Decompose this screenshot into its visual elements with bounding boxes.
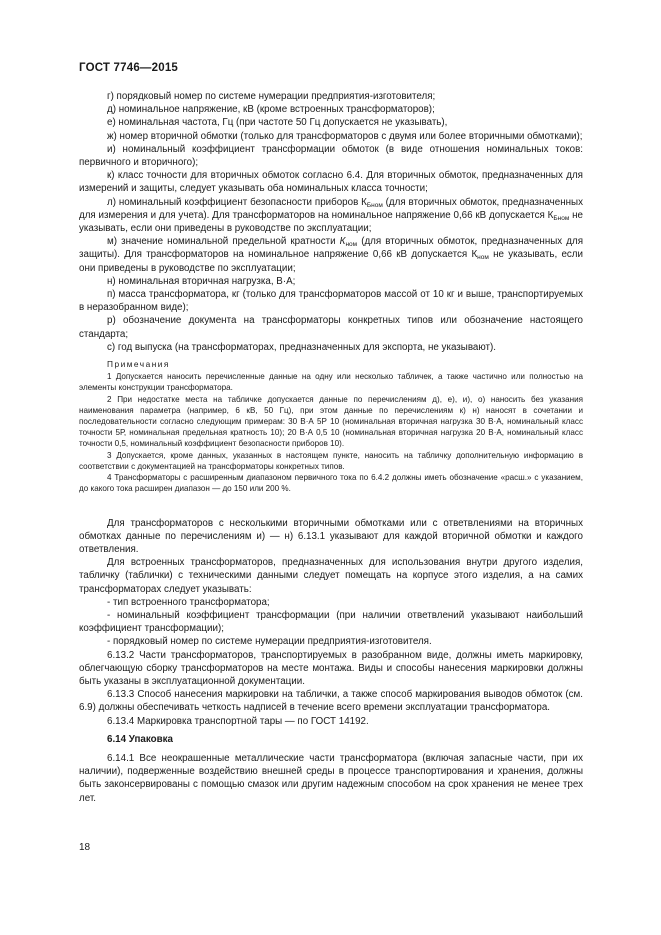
subscript-nom: ном [345, 241, 358, 249]
clause-6-14-1: 6.14.1 Все неокрашенные металлические части трансформатора (включая запасные части, при их наличии), подверженные воздействию внешней среды в процессе транспортирования и хранения, должны быть законсервированы с помощью смазок или другим надежным способом на срок хранения не менее трех лет. [79, 752, 583, 804]
list-item-k: к) класс точности для вторичных обмоток согласно 6.4. Для вторичных обмоток, предназначенных для измерений и защиты, следует указывать оба номинальных класса точности; [79, 170, 583, 195]
list-item-l [79, 196, 583, 236]
clause-6-13-4: 6.13.4 Маркировка транспортной тары — по ГОСТ 14192. [107, 715, 369, 727]
page-content [79, 90, 583, 805]
list-item-zh: ж) номер вторичной обмотки (только для трансформаторов с двумя или более вторичными обмотками); [107, 130, 583, 142]
bullet-serial: - порядковый номер по системе нумерации предприятия-изготовителя. [107, 636, 432, 648]
list-item-e: е) номинальная частота, Гц (при частоте 50 Гц допускается не указывать), [107, 117, 448, 129]
clause-6-13-2: 6.13.2 Части трансформаторов, транспортируемых в разобранном виде, должны иметь маркировку, облегчающую сборку трансформаторов на месте монтажа. Виды и способы нанесения маркировки должны быть указаны в эксплуатационной документации. [79, 649, 583, 687]
notes-title: Примечания [107, 359, 170, 370]
section-heading: 6.14 Упаковка [107, 733, 174, 745]
note-4: 4 Трансформаторы с расширенным диапазоном первичного тока по 6.4.2 должны иметь обозначение «расш.» с указанием, до какого тока расширен диапазон — до 150 или 200 %. [79, 473, 583, 494]
list-item-n: н) номинальная вторичная нагрузка, В·А; [107, 275, 296, 287]
list-item-m-part1: м) значение номинальной предельной кратности [107, 236, 340, 248]
list-item-l-part3: не указывать, если они приведены в руководстве по эксплуатации; [79, 209, 583, 235]
paragraph-multi-winding: Для трансформаторов с несколькими вторичными обмотками или с ответвлениями на вторичных обмотках данные по перечислениям и) — н) 6.13.1 указывают для каждой вторичной обмотки и каждого ответвления. [79, 517, 583, 555]
bullet-type: - тип встроенного трансформатора; [107, 596, 270, 608]
list-item-m-part2: (для вторичных обмоток, предназначенных для защиты). Для трансформаторов на номинальное напряжение 0,66 кВ допускается К [79, 236, 583, 261]
list-item-p: п) масса трансформатора, кг (только для трансформаторов массой от 10 кг и выше, транспортируемых в неразобранном виде); [79, 289, 583, 314]
list-item-r: р) обозначение документа на трансформаторы конкретных типов или обозначение настоящего стандарта; [79, 315, 583, 340]
subscript-bnom: Бном [366, 201, 383, 209]
list-item-m-part3: не указывать, если они приведены в руководстве по эксплуатации; [79, 249, 583, 274]
list-item-l-part1: л) номинальный коэффициент безопасности приборов К [107, 196, 367, 208]
document-header: ГОСТ 7746—2015 [79, 62, 179, 74]
page-number: 18 [79, 842, 91, 853]
list-item-d: д) номинальное напряжение, кВ (кроме встроенных трансформаторов); [107, 104, 435, 116]
note-3: 3 Допускается, кроме данных, указанных в настоящем пункте, наносить на табличку дополнительную информацию в соответствии с документацией на трансформаторы конкретных типов. [79, 450, 583, 471]
note-1: 1 Допускается наносить перечисленные данные на одну или несколько табличек, а также частично или полностью на элементы конструкции трансформатора. [79, 372, 583, 393]
paragraph-built-in: Для встроенных трансформаторов, предназначенных для использования внутри другого изделия, табличку (таблички) с техническими данными следует помещать на корпусе этого изделия, а на самих трансформаторах следует указывать: [79, 557, 583, 595]
symbol-k: К [339, 236, 346, 248]
note-2: 2 При недостатке места на табличке допускается данные по перечислениям д), е), и), о) наносить без указания наименования параметра (например, 6 кВ, 50 Гц), при этом данные по перечислениям к) н) наносят в сочетании и последовательности согласно следующим примерам: 30 В·А 5Р 10 (номинальная вторичная нагрузка 30 В·А, номинальный класс точности 5Р, номинальная предельная кратность 10); 20 В·А 0,5 10 (номинальная вторичная нагрузка 20 В·А, номинальный класс точности 0,5, номинальный коэффициент безопасности приборов 10). [79, 394, 583, 449]
subscript-nom: ном [477, 254, 489, 262]
list-item-m [79, 235, 583, 275]
list-item-l-part2: (для вторичных обмоток, предназначенных для измерения и для учета). Для трансформаторов на номинальное напряжение 0,66 кВ допускается К [79, 196, 583, 221]
list-item-i: и) номинальный коэффициент трансформации обмоток (в виде отношения номинальных токов: первичного и вторичного); [79, 143, 583, 169]
list-item-s: с) год выпуска (на трансформаторах, предназначенных для экспорта, не указывают). [107, 341, 496, 353]
list-item-g: г) порядковый номер по системе нумерации предприятия-изготовителя; [107, 91, 436, 102]
bullet-ratio: - номинальный коэффициент трансформации (при наличии ответвлений указывают наибольший коэффициент трансформации); [79, 609, 583, 635]
clause-6-13-3: 6.13.3 Способ нанесения маркировки на таблички, а также способ маркирования выводов обмоток (см. 6.9) должны обеспечивать четкость надписей в течение всего времени эксплуатации трансформатора. [79, 689, 583, 714]
subscript-bnom: Бном [553, 214, 570, 222]
